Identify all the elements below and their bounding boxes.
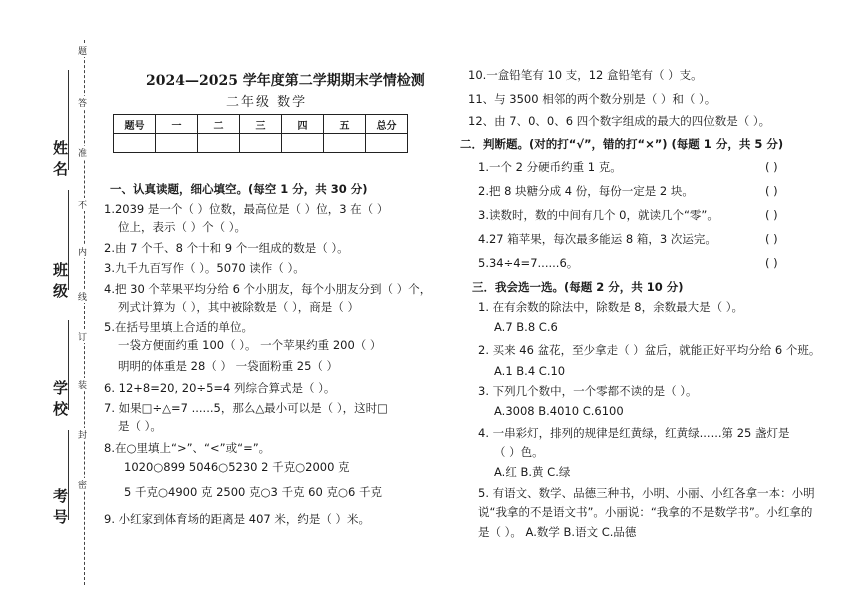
judge-item: 3.读数时，数的中间有几个 0，就读几个“零”。 <box>478 208 719 222</box>
exam-title: 2024—2025 学年度第二学期期末学情检测 <box>146 73 425 89</box>
question-line: 6. 12+8=20, 20÷5=4 列综合算式是（ ）。 <box>104 381 336 395</box>
score-header: 三 <box>240 115 282 134</box>
class-label: 班级 <box>51 262 69 304</box>
seal-char: 线 <box>78 290 87 303</box>
seal-char: 不 <box>78 198 87 211</box>
exam-subtitle: 二年级 数学 <box>226 95 308 110</box>
judge-item: 2.把 8 块糖分成 4 份，每份一定是 2 块。 <box>478 184 694 198</box>
number-label: 考号 <box>51 488 69 530</box>
question-line: 3.九千九百写作（ ）。5070 读作（ ）。 <box>104 261 305 275</box>
choice-options: A.红 B.黄 C.绿 <box>494 465 571 479</box>
seal-char: 内 <box>78 245 87 258</box>
school-underline <box>68 320 70 410</box>
question-line: 10.一盒铅笔有 10 支，12 盒铅笔有（ ）支。 <box>468 68 703 82</box>
name-label: 姓名 <box>51 140 69 182</box>
score-cell[interactable] <box>114 134 156 153</box>
question-line: 列式计算为（ ），其中被除数是（ ），商是（ ） <box>118 300 359 314</box>
question-line: 是（ ）。 <box>118 419 162 433</box>
name-underline <box>68 70 70 170</box>
number-underline <box>68 430 70 520</box>
question-line: 11、与 3500 相邻的两个数分别是（ ）和（ ）。 <box>468 92 717 106</box>
score-table <box>113 114 408 153</box>
score-cell[interactable] <box>240 134 282 153</box>
choice-line: 1. 在有余数的除法中，除数是 8，余数最大是（ ）。 <box>478 300 744 314</box>
judge-answer-slot[interactable]: ( ) <box>765 160 778 174</box>
choice-options: A.3008 B.4010 C.6100 <box>494 404 624 418</box>
judge-answer-slot[interactable]: ( ) <box>765 232 778 246</box>
seal-char: 准 <box>78 146 87 159</box>
class-underline <box>68 190 70 290</box>
question-line: 一袋方便面约重 100（ ）。 一个苹果约重 200（ ） <box>118 338 382 352</box>
choice-line: 3. 下列几个数中，一个零都不读的是（ ）。 <box>478 384 698 398</box>
score-header: 五 <box>324 115 366 134</box>
question-line: 1.2039 是一个（ ）位数，最高位是（ ）位，3 在（ ） <box>104 202 389 216</box>
score-cell[interactable] <box>156 134 198 153</box>
question-line: 明明的体重是 28（ ） 一袋面粉重 25（ ） <box>118 359 339 373</box>
seal-char: 封 <box>78 428 87 441</box>
seal-line <box>84 40 86 585</box>
judge-answer-slot[interactable]: ( ) <box>765 208 778 222</box>
seal-char: 题 <box>78 44 87 57</box>
question-line: 12、由 7、0、0、6 四个数字组成的最大的四位数是（ ）。 <box>468 114 771 128</box>
score-header: 四 <box>282 115 324 134</box>
choice-options: A.1 B.4 C.10 <box>494 364 566 378</box>
section-1-heading: 一、认真读题，细心填空。(每空 1 分，共 30 分) <box>110 182 368 196</box>
score-header: 二 <box>198 115 240 134</box>
question-line: 7. 如果□÷△=7 ......5，那么△最小可以是（ ），这时□ <box>104 401 388 415</box>
judge-answer-slot[interactable]: ( ) <box>765 184 778 198</box>
section-3-heading: 三．我会选一选。(每题 2 分，共 10 分) <box>472 280 684 294</box>
choice-line: （ ）色。 <box>494 445 544 459</box>
judge-answer-slot[interactable]: ( ) <box>765 256 778 270</box>
choice-options: A.7 B.8 C.6 <box>494 320 558 334</box>
score-cell[interactable] <box>324 134 366 153</box>
judge-item: 4.27 箱苹果，每次最多能运 8 箱，3 次运完。 <box>478 232 717 246</box>
score-cell[interactable] <box>282 134 324 153</box>
score-cell[interactable] <box>366 134 408 153</box>
school-label: 学校 <box>51 380 69 422</box>
choice-line: 4. 一串彩灯，排列的规律是红黄绿，红黄绿......第 25 盏灯是 <box>478 426 790 440</box>
seal-char: 答 <box>78 96 87 109</box>
seal-char: 订 <box>78 330 87 343</box>
seal-char: 装 <box>78 378 87 391</box>
section-2-heading: 二．判断题。(对的打“√”，错的打“×”) (每题 1 分，共 5 分) <box>460 137 784 151</box>
choice-line: 5. 有语文、数学、品德三种书，小明、小丽、小红各拿一本：小明 <box>478 486 815 500</box>
choice-line: 是（ ）。 A.数学 B.语文 C.品德 <box>478 525 637 539</box>
choice-line: 2. 买来 46 盆花，至少拿走（ ）盆后，就能正好平均分给 6 个班。 <box>478 343 821 357</box>
question-line: 9. 小红家到体育场的距离是 407 米，约是（ ）米。 <box>104 512 371 526</box>
score-cell[interactable] <box>198 134 240 153</box>
score-header: 总分 <box>366 115 408 134</box>
seal-char: 密 <box>78 478 87 491</box>
question-line: 5.在括号里填上合适的单位。 <box>104 320 253 334</box>
question-line: 位上，表示（ ）个（ ）。 <box>118 220 247 234</box>
question-line: 1020○899 5046○5230 2 千克○2000 克 <box>124 460 350 474</box>
score-header: 题号 <box>114 115 156 134</box>
question-line: 2.由 7 个千、8 个十和 9 个一组成的数是（ ）。 <box>104 241 349 255</box>
choice-line: 说“我拿的不是语文书”。小丽说：“我拿的不是数学书”。小红拿的 <box>478 505 813 519</box>
score-header: 一 <box>156 115 198 134</box>
question-line: 5 千克○4900 克 2500 克○3 千克 60 克○6 千克 <box>124 485 382 499</box>
question-line: 4.把 30 个苹果平均分给 6 个小朋友，每个小朋友分到（ ）个， <box>104 282 432 296</box>
judge-item: 5.34÷4=7......6。 <box>478 256 579 270</box>
question-line: 8.在○里填上“>”、“<”或“=”。 <box>104 441 271 455</box>
judge-item: 1.一个 2 分硬币约重 1 克。 <box>478 160 622 174</box>
